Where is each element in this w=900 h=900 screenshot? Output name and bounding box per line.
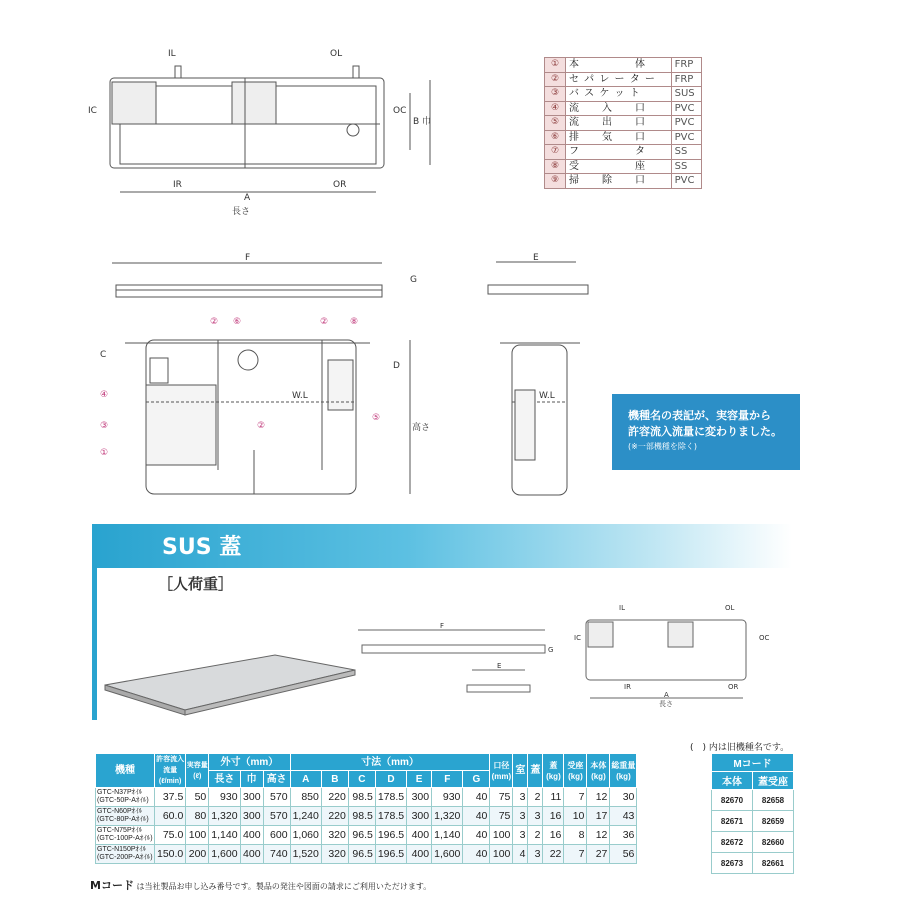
spec-cell-F: 1,140 <box>432 826 463 845</box>
th-capacity: 実容量 (ℓ) <box>186 754 209 788</box>
label-width: 巾 <box>422 117 432 127</box>
spec-cell-body_kg: 12 <box>587 788 610 807</box>
section-accent-bar <box>92 524 97 720</box>
mcode-row <box>712 811 794 832</box>
th-C: C <box>348 771 375 788</box>
label-OC: OC <box>393 106 407 116</box>
spec-cell-model <box>96 845 155 864</box>
footnote <box>90 877 431 893</box>
spec-cell-seat_kg: 7 <box>564 845 587 864</box>
spec-cell-H: 570 <box>263 807 290 826</box>
spec-cell-H: 600 <box>263 826 290 845</box>
th-G: G <box>463 771 490 788</box>
callout-2c: ② <box>257 421 266 431</box>
callout-3: ③ <box>100 421 109 431</box>
spec-cell-rooms: 3 <box>513 788 528 807</box>
label-B: B <box>413 117 420 127</box>
mini-label-A: A <box>664 691 669 699</box>
spec-cell-lid_kg: 11 <box>543 788 564 807</box>
part-material: SS <box>671 145 701 160</box>
spec-cell-L: 1,140 <box>209 826 240 845</box>
spec-cell-G: 40 <box>463 788 490 807</box>
part-name: フ タ <box>566 145 672 160</box>
part-material: PVC <box>671 101 701 116</box>
label-OR: OR <box>333 180 347 190</box>
footnote-text: は当社製品お申し込み番号です。製品の発注や図面の請求にご利用いただけます。 <box>136 882 432 891</box>
label-WL: W.L <box>292 391 308 401</box>
th-body-kg: 本体 (kg) <box>587 754 610 788</box>
spec-cell-C: 96.5 <box>348 845 375 864</box>
part-material: PVC <box>671 130 701 145</box>
parts-row <box>545 72 702 87</box>
section-title: SUS 蓋 <box>162 535 242 560</box>
mini-label-length: 長さ <box>659 700 673 708</box>
part-number: ④ <box>545 101 566 116</box>
th-seat-kg: 受座 (kg) <box>564 754 587 788</box>
mcode-cell: 82660 <box>753 832 794 853</box>
spec-cell-lids: 3 <box>528 845 543 864</box>
model-name: GTC-N60Pｵｲﾙ <box>97 808 143 815</box>
th-lids: 蓋 <box>528 754 543 788</box>
th-total-kg: 総重量 (kg) <box>610 754 637 788</box>
lid-drawings <box>100 600 800 725</box>
mini-label-OR: OR <box>728 683 739 691</box>
spec-cell-F: 1,320 <box>432 807 463 826</box>
spec-cell-W: 400 <box>240 845 263 864</box>
spec-cell-seat_kg: 8 <box>564 826 587 845</box>
part-name: 流 入 口 <box>566 101 672 116</box>
label-OL: OL <box>330 49 343 59</box>
spec-cell-A: 850 <box>290 788 321 807</box>
parts-row <box>545 145 702 160</box>
callout-1: ① <box>100 448 109 458</box>
spec-cell-E: 300 <box>407 807 432 826</box>
old-model-name: (GTC-80P-Aｵｲﾙ) <box>97 816 149 823</box>
label-WL-2: W.L <box>539 391 555 401</box>
spec-cell-E: 300 <box>407 788 432 807</box>
mcode-title: Mコード <box>712 754 794 772</box>
info-note: (※一部機種を除く) <box>628 442 697 451</box>
spec-table <box>95 753 637 864</box>
footnote-mark: Mコード <box>90 879 134 892</box>
mcode-cell: 82670 <box>712 790 753 811</box>
spec-cell-flow: 75.0 <box>155 826 186 845</box>
mcode-th-body: 本体 <box>712 772 753 790</box>
part-material: SS <box>671 159 701 174</box>
part-name: セ パ レ ー タ ー <box>566 72 672 87</box>
th-length: 長さ <box>209 771 240 788</box>
callout-6: ⑥ <box>233 317 242 327</box>
parts-row <box>545 159 702 174</box>
part-name: 受 座 <box>566 159 672 174</box>
spec-cell-rooms: 4 <box>513 845 528 864</box>
label-C: C <box>100 350 107 360</box>
spec-cell-body_kg: 17 <box>587 807 610 826</box>
spec-cell-flow: 60.0 <box>155 807 186 826</box>
mcode-table <box>711 753 794 874</box>
part-material: FRP <box>671 72 701 87</box>
label-IL: IL <box>168 49 176 59</box>
label-height: 高さ <box>412 423 431 433</box>
section-header <box>92 524 792 568</box>
mcode-cell: 82673 <box>712 853 753 874</box>
part-number: ⑨ <box>545 174 566 189</box>
th-A: A <box>290 771 321 788</box>
th-height: 高さ <box>263 771 290 788</box>
spec-cell-lid_kg: 16 <box>543 807 564 826</box>
section-subtitle: ［人荷重］ <box>158 575 234 593</box>
parts-row <box>545 174 702 189</box>
part-material: PVC <box>671 174 701 189</box>
th-D: D <box>375 771 406 788</box>
part-name: 掃 除 口 <box>566 174 672 189</box>
spec-cell-body_kg: 12 <box>587 826 610 845</box>
spec-cell-E: 400 <box>407 826 432 845</box>
old-model-name: (GTC-200P-Aｵｲﾙ) <box>97 854 153 861</box>
spec-cell-cap: 50 <box>186 788 209 807</box>
spec-cell-L: 1,600 <box>209 845 240 864</box>
th-F: F <box>432 771 463 788</box>
callout-2a: ② <box>210 317 219 327</box>
spec-cell-H: 740 <box>263 845 290 864</box>
mcode-row <box>712 853 794 874</box>
spec-cell-rooms: 3 <box>513 807 528 826</box>
mini-label-IR: IR <box>624 683 631 691</box>
th-E: E <box>407 771 432 788</box>
spec-cell-port: 100 <box>490 826 513 845</box>
part-number: ⑧ <box>545 159 566 174</box>
mini-label-IC: IC <box>574 634 581 642</box>
hatch-lid-2 <box>232 82 276 124</box>
spec-cell-model <box>96 807 155 826</box>
spec-cell-G: 40 <box>463 826 490 845</box>
spec-cell-B: 320 <box>321 826 348 845</box>
spec-cell-B: 220 <box>321 807 348 826</box>
spec-cell-total_kg: 56 <box>610 845 637 864</box>
spec-cell-lids: 3 <box>528 807 543 826</box>
callout-5: ⑤ <box>372 413 381 423</box>
lid-label-G: G <box>548 646 554 654</box>
spec-row <box>96 845 637 864</box>
part-material: SUS <box>671 87 701 102</box>
th-B: B <box>321 771 348 788</box>
mini-label-IL: IL <box>619 604 625 612</box>
mcode-cell: 82661 <box>753 853 794 874</box>
callout-4: ④ <box>100 390 109 400</box>
th-rooms: 室 <box>513 754 528 788</box>
lid-label-E: E <box>497 662 502 670</box>
spec-cell-seat_kg: 7 <box>564 788 587 807</box>
spec-cell-B: 220 <box>321 788 348 807</box>
spec-cell-lids: 2 <box>528 826 543 845</box>
part-number: ⑤ <box>545 116 566 131</box>
spec-cell-model <box>96 788 155 807</box>
spec-row <box>96 807 637 826</box>
th-width: 巾 <box>240 771 263 788</box>
th-port: 口径 (mm) <box>490 754 513 788</box>
spec-cell-lid_kg: 22 <box>543 845 564 864</box>
spec-cell-D: 196.5 <box>375 845 406 864</box>
part-number: ③ <box>545 87 566 102</box>
part-name: 本 体 <box>566 58 672 73</box>
part-number: ② <box>545 72 566 87</box>
spec-cell-D: 178.5 <box>375 807 406 826</box>
model-name: GTC-N75Pｵｲﾙ <box>97 827 143 834</box>
spec-row <box>96 826 637 845</box>
spec-cell-H: 570 <box>263 788 290 807</box>
paren-note: ( ) 内は旧機種名です。 <box>690 743 790 753</box>
part-number: ⑦ <box>545 145 566 160</box>
spec-cell-A: 1,060 <box>290 826 321 845</box>
spec-cell-A: 1,520 <box>290 845 321 864</box>
spec-cell-total_kg: 36 <box>610 826 637 845</box>
spec-cell-total_kg: 43 <box>610 807 637 826</box>
th-dims: 寸法（mm） <box>290 754 490 771</box>
label-D: D <box>393 361 400 371</box>
spec-cell-seat_kg: 10 <box>564 807 587 826</box>
parts-row <box>545 101 702 116</box>
spec-cell-C: 96.5 <box>348 826 375 845</box>
spec-cell-port: 75 <box>490 788 513 807</box>
th-lid-kg: 蓋 (kg) <box>543 754 564 788</box>
spec-cell-flow: 37.5 <box>155 788 186 807</box>
spec-cell-cap: 80 <box>186 807 209 826</box>
mcode-th-seat: 蓋受座 <box>753 772 794 790</box>
spec-cell-total_kg: 30 <box>610 788 637 807</box>
spec-cell-W: 400 <box>240 826 263 845</box>
label-E: E <box>533 253 539 263</box>
model-name: GTC-N150Pｵｲﾙ <box>97 846 147 853</box>
part-number: ⑥ <box>545 130 566 145</box>
th-model: 機種 <box>96 754 155 788</box>
callout-2b: ② <box>320 317 329 327</box>
mcode-row <box>712 832 794 853</box>
part-name: バ ス ケ ッ ト <box>566 87 672 102</box>
label-F: F <box>245 253 251 263</box>
label-G: G <box>410 275 417 285</box>
info-line-1: 機種名の表記が、実容量から <box>628 409 771 422</box>
part-name: 排 気 口 <box>566 130 672 145</box>
spec-cell-cap: 200 <box>186 845 209 864</box>
spec-cell-flow: 150.0 <box>155 845 186 864</box>
th-outer: 外寸（mm） <box>209 754 290 771</box>
spec-cell-L: 1,320 <box>209 807 240 826</box>
model-name: GTC-N37Pｵｲﾙ <box>97 789 143 796</box>
spec-cell-B: 320 <box>321 845 348 864</box>
mcode-cell: 82671 <box>712 811 753 832</box>
mcode-row <box>712 790 794 811</box>
part-material: FRP <box>671 58 701 73</box>
old-model-name: (GTC-50P-Aｵｲﾙ) <box>97 797 149 804</box>
mcode-cell: 82658 <box>753 790 794 811</box>
spec-cell-D: 178.5 <box>375 788 406 807</box>
spec-cell-D: 196.5 <box>375 826 406 845</box>
spec-cell-port: 75 <box>490 807 513 826</box>
hatch-lid-1 <box>112 82 156 124</box>
lid-label-F: F <box>440 622 445 630</box>
spec-cell-W: 300 <box>240 807 263 826</box>
spec-cell-rooms: 3 <box>513 826 528 845</box>
spec-cell-L: 930 <box>209 788 240 807</box>
spec-cell-F: 1,600 <box>432 845 463 864</box>
parts-row <box>545 58 702 73</box>
spec-cell-W: 300 <box>240 788 263 807</box>
spec-cell-port: 100 <box>490 845 513 864</box>
mini-label-OL: OL <box>725 604 735 612</box>
spec-cell-C: 98.5 <box>348 788 375 807</box>
spec-cell-A: 1,240 <box>290 807 321 826</box>
info-box <box>612 394 800 470</box>
mcode-cell: 82672 <box>712 832 753 853</box>
spec-cell-G: 40 <box>463 845 490 864</box>
spec-cell-body_kg: 27 <box>587 845 610 864</box>
part-name: 流 出 口 <box>566 116 672 131</box>
th-flow: 許容流入流量 (ℓ/min) <box>155 754 186 788</box>
spec-cell-lids: 2 <box>528 788 543 807</box>
label-IR: IR <box>173 180 182 190</box>
parts-row <box>545 130 702 145</box>
label-A: A <box>244 193 251 203</box>
part-number: ① <box>545 58 566 73</box>
spec-cell-E: 400 <box>407 845 432 864</box>
info-line-2: 許容流入流量に変わりました。 <box>628 425 782 438</box>
old-model-name: (GTC-100P-Aｵｲﾙ) <box>97 835 153 842</box>
spec-cell-lid_kg: 16 <box>543 826 564 845</box>
spec-cell-model <box>96 826 155 845</box>
spec-cell-F: 930 <box>432 788 463 807</box>
label-IC: IC <box>88 106 97 116</box>
spec-cell-G: 40 <box>463 807 490 826</box>
mini-label-OC: OC <box>759 634 770 642</box>
spec-cell-C: 98.5 <box>348 807 375 826</box>
label-length: 長さ <box>232 207 251 217</box>
spec-cell-cap: 100 <box>186 826 209 845</box>
callout-8: ⑧ <box>350 317 359 327</box>
part-material: PVC <box>671 116 701 131</box>
mcode-cell: 82659 <box>753 811 794 832</box>
parts-table <box>544 57 702 189</box>
parts-row <box>545 116 702 131</box>
spec-row <box>96 788 637 807</box>
parts-row <box>545 87 702 102</box>
